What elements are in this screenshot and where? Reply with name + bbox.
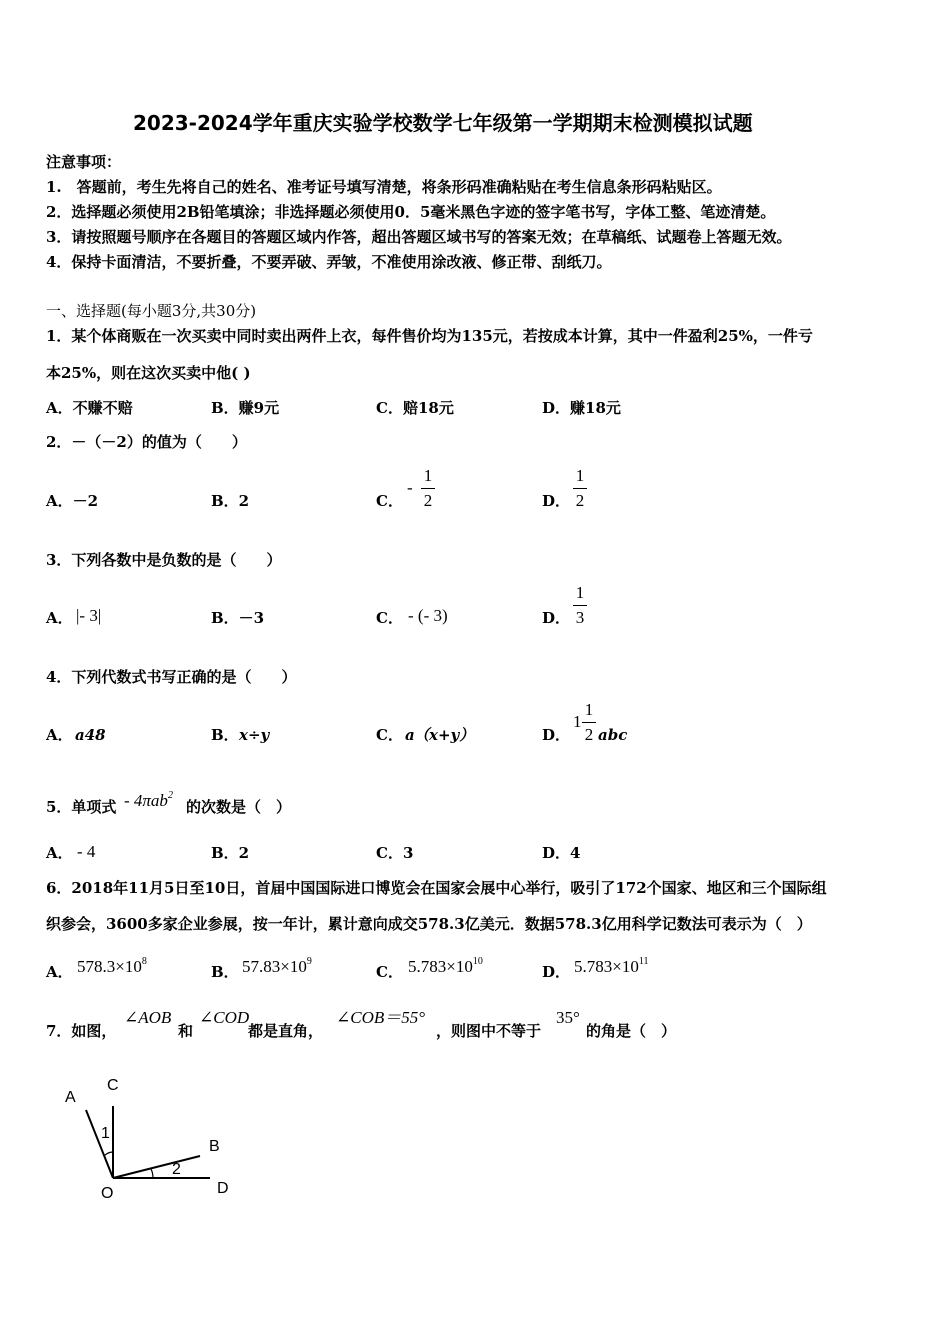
q4-b-expr: x÷y — [239, 726, 270, 744]
q5-expr: - 4πab$^2$ — [124, 790, 173, 810]
q6-option-d[interactable]: D． — [542, 963, 571, 981]
notice-item-3: 3．请按照题号顺序在各题目的答题区域内作答，超出答题区域书写的答案无效；在草稿纸、试题卷上答题无效。 — [46, 228, 792, 246]
q1-line1: 1．某个体商贩在一次买卖中同时卖出两件上衣，每件售价均为135元，若按成本计算，其中一件盈利25%，一件亏 — [46, 327, 813, 345]
q4-option-c[interactable]: C． — [376, 726, 403, 744]
q2-option-a[interactable]: A．－2 — [46, 492, 99, 510]
q4-a-expr: a48 — [75, 726, 106, 744]
q4-d-var: abc — [598, 726, 628, 744]
q7-pre: 7．如图， — [46, 1022, 117, 1040]
q5-stem-post: 的次数是（ ） — [186, 798, 292, 816]
q3-a-expr: |- 3| — [76, 606, 102, 625]
notice-item-1: 1. 答题前，考生先将自己的姓名、准考证号填写清楚，将条形码准确粘贴在考生信息条形码粘贴区。 — [46, 178, 722, 196]
q6-a-value: $578.3\times 10^8$ — [77, 956, 147, 976]
q6-line1: 6．2018年11月5日至10日，首届中国国际进口博览会在国家会展中心举行，吸引了172个国家、地区和三个国际组 — [46, 879, 827, 897]
q1-line2: 本25%，则在这次买卖中他( ) — [46, 364, 251, 382]
q4-stem: 4．下列代数式书写正确的是（ ） — [46, 668, 297, 686]
q7-mid: 都是直角， — [248, 1022, 324, 1040]
q6-b-value: $57.83\times 10^9$ — [242, 956, 312, 976]
q1-option-d[interactable]: D．赚18元 — [542, 399, 621, 417]
q3-c-expr: - (- 3) — [408, 606, 448, 625]
notice-heading: 注意事项： — [46, 153, 122, 171]
label-o: O — [101, 1185, 114, 1202]
label-angle-2: 2 — [172, 1161, 181, 1178]
q5-option-a[interactable]: A． — [46, 844, 73, 862]
q1-option-a[interactable]: A．不赚不赔 — [46, 399, 133, 417]
q4-d-fraction: 1 2 — [582, 700, 596, 745]
q6-option-a[interactable]: A． — [46, 963, 73, 981]
q2-option-c[interactable]: C． — [376, 492, 403, 510]
ray-oa — [86, 1110, 113, 1178]
q7-post: 的角是（ ） — [586, 1022, 677, 1040]
label-a: A — [65, 1089, 76, 1106]
q7-degree: 35° — [556, 1008, 580, 1027]
q5-option-b[interactable]: B．2 — [211, 844, 250, 862]
q7-mid2: ，则图中不等于 — [436, 1022, 542, 1040]
q5-stem-pre: 5．单项式 — [46, 798, 117, 816]
q7-angle-cob: ∠COB＝55° — [336, 1008, 426, 1027]
q2-d-fraction: 1 2 — [573, 466, 587, 511]
section-heading: 一、选择题(每小题3分,共30分) — [46, 302, 257, 320]
q1-option-c[interactable]: C．赔18元 — [376, 399, 454, 417]
angle-arc-1 — [104, 1152, 113, 1156]
q2-c-sign: - — [407, 478, 413, 497]
notice-item-4: 4．保持卡面清洁，不要折叠，不要弄破、弄皱，不准使用涂改液、修正带、刮纸刀。 — [46, 253, 612, 271]
q3-option-b[interactable]: B．－3 — [211, 609, 265, 627]
q6-option-b[interactable]: B． — [211, 963, 239, 981]
q3-stem: 3．下列各数中是负数的是（ ） — [46, 551, 282, 569]
q2-option-d[interactable]: D． — [542, 492, 571, 510]
page-title: 2023-2024学年重庆实验学校数学七年级第一学期期末检测模拟试题 — [133, 111, 753, 135]
q5-option-c[interactable]: C．3 — [376, 844, 414, 862]
q7-and: 和 — [178, 1022, 194, 1040]
q4-c-a: a — [405, 726, 415, 744]
q5-a-expr: - 4 — [77, 842, 96, 861]
q7-angle-aob: ∠AOB — [124, 1008, 172, 1027]
label-d: D — [217, 1180, 229, 1197]
q4-option-b[interactable]: B． — [211, 726, 239, 744]
q4-option-a[interactable]: A． — [46, 726, 73, 744]
q4-c-rest: （x+y） — [414, 726, 475, 744]
q3-option-c[interactable]: C． — [376, 609, 403, 627]
ray-ob — [113, 1156, 200, 1178]
q6-option-c[interactable]: C． — [376, 963, 403, 981]
q4-option-d[interactable]: D． — [542, 726, 571, 744]
q3-option-d[interactable]: D． — [542, 609, 571, 627]
q2-option-b[interactable]: B．2 — [211, 492, 250, 510]
angle-figure — [55, 1068, 255, 1218]
q6-line2: 织参会，3600多家企业参展，按一年计，累计意向成交578.3亿美元．数据578.3亿用科学记数法可表示为（ ） — [46, 915, 812, 933]
notice-item-2: 2．选择题必须使用2B铅笔填涂；非选择题必须使用0．5毫米黑色字迹的签字笔书写，字体工整、笔迹清楚。 — [46, 203, 776, 221]
q5-option-d[interactable]: D．4 — [542, 844, 581, 862]
q2-stem: 2．－（－2）的值为（ ） — [46, 433, 247, 451]
q4-d-whole: 1 — [573, 712, 582, 731]
q7-angle-cod: ∠COD — [199, 1008, 250, 1027]
q3-option-a[interactable]: A． — [46, 609, 73, 627]
q6-d-value: $5.783\times 10^{11}$ — [574, 956, 649, 976]
angle-arc-2 — [151, 1169, 153, 1178]
label-angle-1: 1 — [101, 1125, 110, 1142]
q3-d-fraction: 1 3 — [573, 583, 587, 628]
q6-c-value: $5.783\times 10^{10}$ — [408, 956, 483, 976]
label-b: B — [209, 1138, 220, 1155]
label-c: C — [107, 1077, 119, 1094]
q1-option-b[interactable]: B．赚9元 — [211, 399, 280, 417]
q2-c-fraction: 1 2 — [421, 466, 435, 511]
